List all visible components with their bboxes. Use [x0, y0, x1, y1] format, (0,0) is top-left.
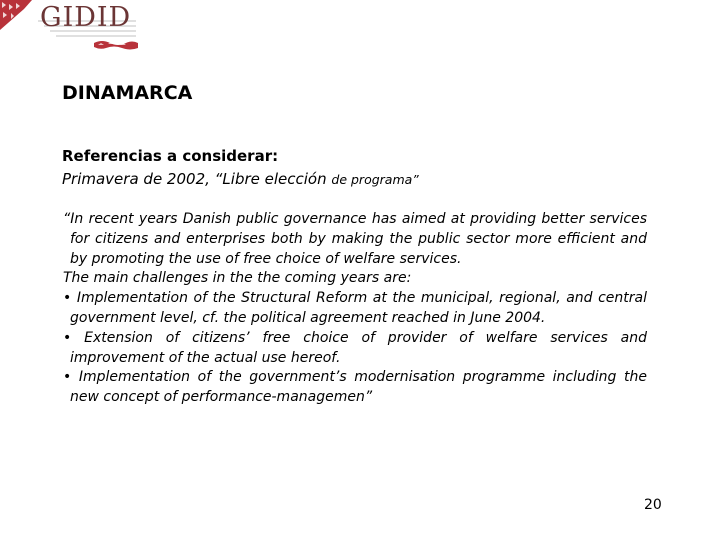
references-label: Referencias a considerar:	[62, 147, 279, 165]
slide-title: DINAMARCA	[62, 82, 193, 104]
bullet-structural-reform: • Implementation of the Structural Reform at the municipal, regional, and central government level, cf. the political agreement reached in June 2004.	[63, 290, 647, 326]
reference-line	[62, 168, 419, 191]
bullet-modernisation: • Implementation of the government’s modernisation programme including the new concept of performance-managemen”	[63, 369, 647, 406]
gidid-logo	[0, 0, 150, 52]
reference-main: Primavera de 2002, “Libre elección	[62, 170, 327, 188]
quote-body	[63, 210, 647, 408]
references	[62, 145, 419, 191]
paragraph-intro: “In recent years Danish public governance has aimed at providing better services for citizens and enterprises both by making the public sector more efficient and by promoting the use of free choice of welfare services.	[63, 211, 647, 267]
bullet-free-choice: • Extension of citizens’ free choice of provider of welfare services and improvement of the actual use hereof.	[63, 329, 647, 366]
page-number: 20	[644, 497, 662, 513]
reference-small: de programa”	[331, 172, 419, 187]
paragraph-challenges: The main challenges in the the coming years are:	[63, 270, 412, 287]
logo-text: GIDID	[40, 2, 132, 33]
